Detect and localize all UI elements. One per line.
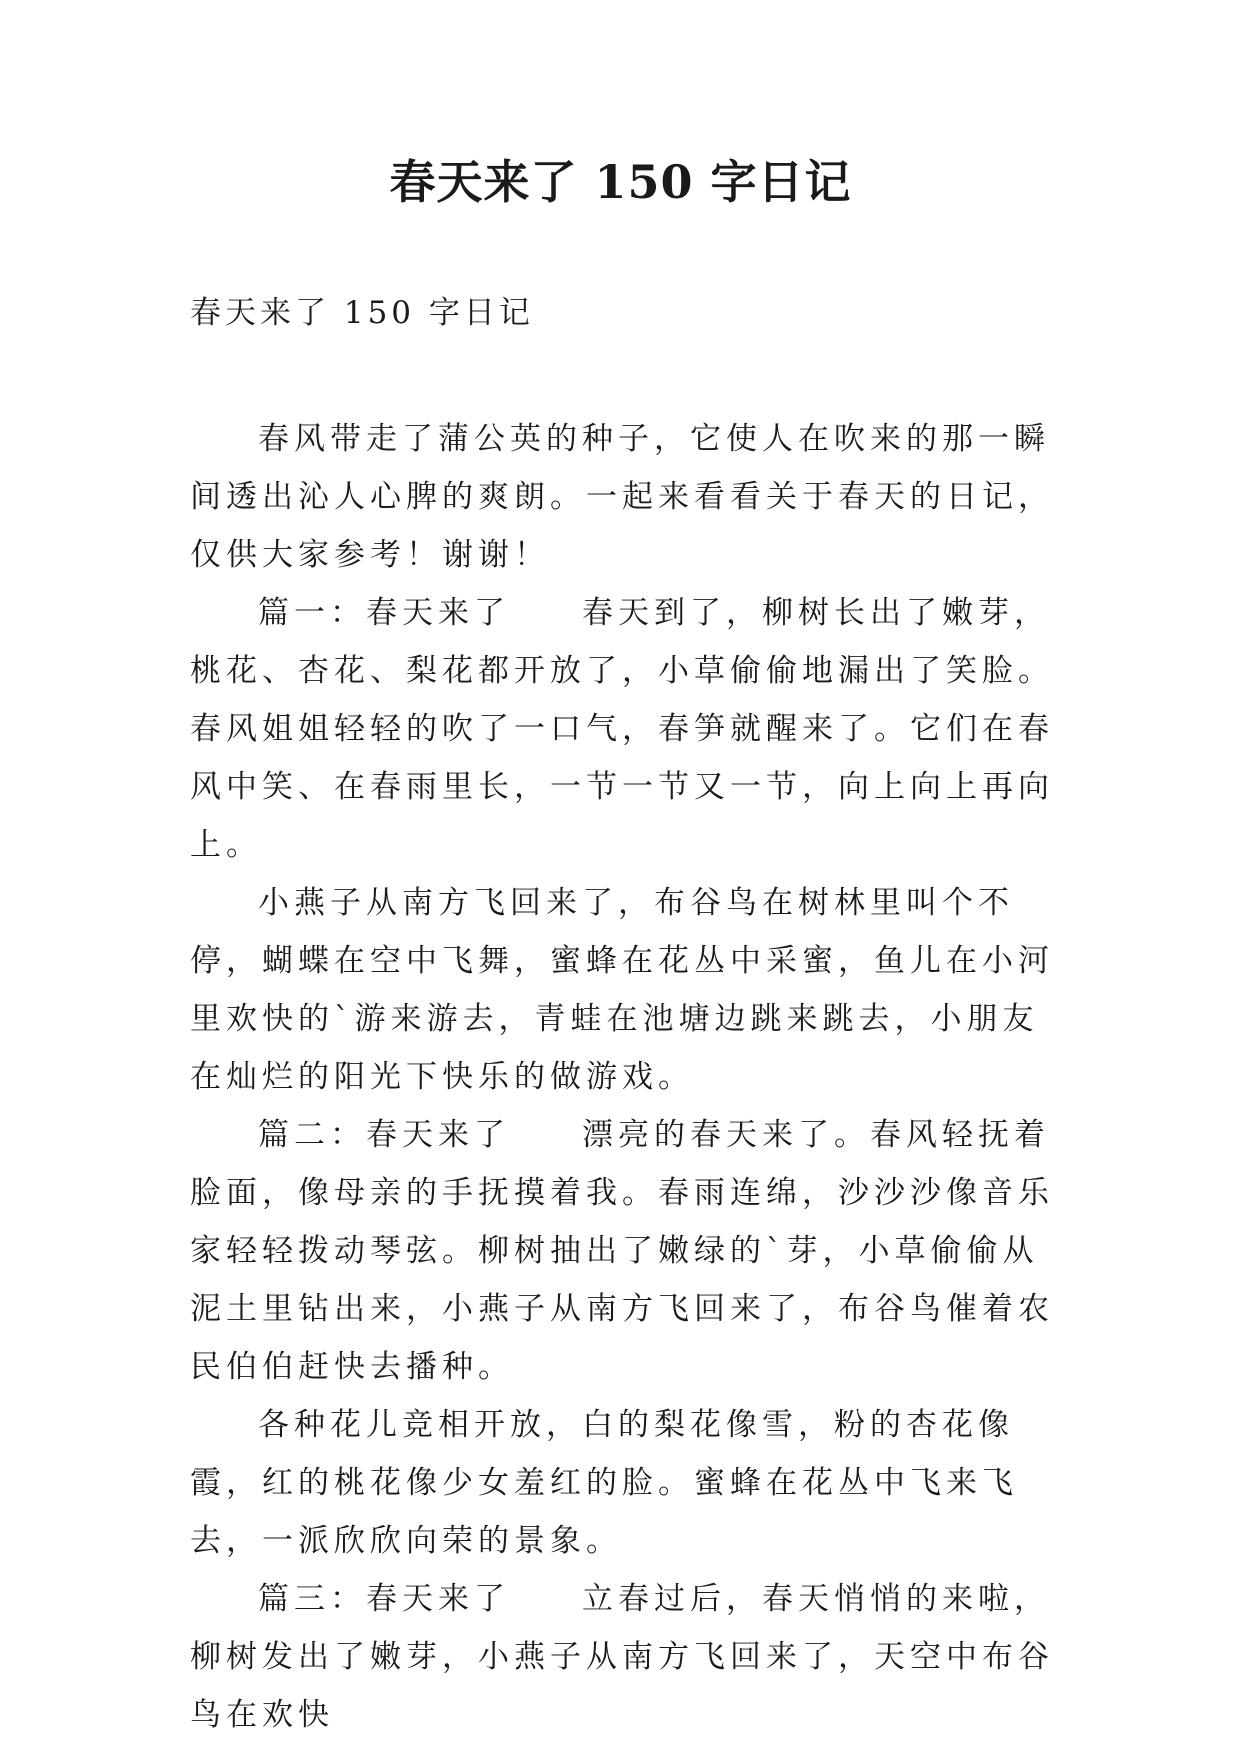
document-body: [190, 410, 1065, 1744]
paragraph-part-two-continued: 各种花儿竞相开放，白的梨花像雪，粉的杏花像霞，红的桃花像少女羞红的脸。蜜蜂在花丛中飞来飞去，一派欣欣向荣的景象。: [190, 1407, 1018, 1559]
document-subtitle: 春天来了 150 字日记: [190, 295, 534, 331]
paragraph-part-one: 篇一：春天来了 春天到了，柳树长出了嫩芽，桃花、杏花、梨花都开放了，小草偷偷地漏出了笑脸。春风姐姐轻轻的吹了一口气，春笋就醒来了。它们在春风中笑、在春雨里长，一节一节又一节，向上向上再向上。: [190, 595, 1054, 863]
paragraph-part-two: 篇二：春天来了 漂亮的春天来了。春风轻抚着脸面，像母亲的手抚摸着我。春雨连绵，沙沙沙像音乐家轻轻拨动琴弦。柳树抽出了嫩绿的`芽，小草偷偷从泥土里钻出来，小燕子从南方飞回来了，布谷鸟催着农民伯伯赶快去播种。: [190, 1117, 1054, 1385]
paragraph-part-three: 篇三：春天来了 立春过后，春天悄悄的来啦，柳树发出了嫩芽，小燕子从南方飞回来了，天空中布谷鸟在欢快: [190, 1581, 1054, 1733]
paragraph-intro: 春风带走了蒲公英的种子，它使人在吹来的那一瞬间透出沁人心脾的爽朗。一起来看看关于春天的日记，仅供大家参考！谢谢！: [190, 421, 1054, 573]
document-title: 春天来了 150 字日记: [389, 155, 852, 209]
paragraph-part-one-continued: 小燕子从南方飞回来了，布谷鸟在树林里叫个不停，蝴蝶在空中飞舞，蜜蜂在花丛中采蜜，鱼儿在小河里欢快的`游来游去，青蛙在池塘边跳来跳去，小朋友在灿烂的阳光下快乐的做游戏。: [190, 885, 1054, 1095]
